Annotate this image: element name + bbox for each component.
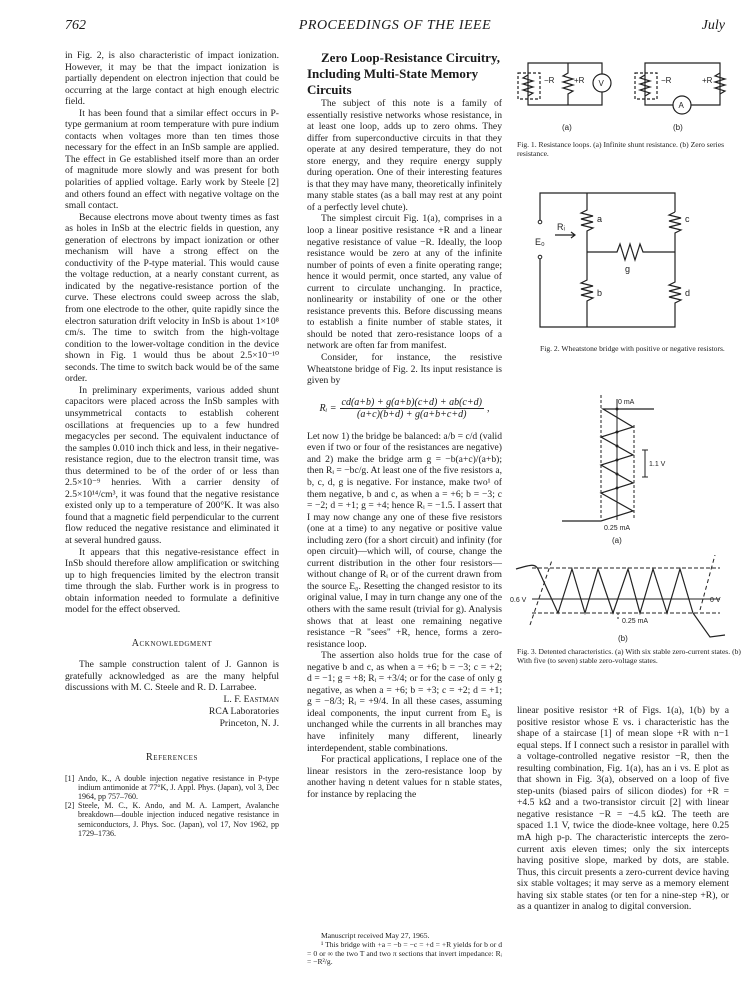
reference-text: Ando, K., A double injection negative resistance in P-type indium antimonide at 77°K, J. Appl. Phys. (Japan), vol 3, Dec 1964, pp 757–760.	[78, 773, 279, 801]
author-name: L. F. Eastman	[223, 693, 279, 705]
label-g: g	[625, 264, 631, 274]
fig3b-characteristic-curve	[516, 565, 725, 637]
fig1b-sublabel: (b)	[673, 123, 683, 132]
fig2-terminal-top	[538, 220, 542, 224]
paragraph: The subject of this note is a family of essentially resistive networks whose resistance, in at least one loop, adds up to zero ohms. They differ from superconductive circuits in that they operate at any desired temperature, they do not store energy, and they require energy supply during operation. One of their interesting features is that they may have many, theoretically infinitely many stable states (as a ball may rest at any point of a perfectly level chute).	[307, 98, 502, 213]
paragraph: linear positive resistor +R of Figs. 1(a), 1(b) by a positive resistor whose E vs. i characteristic has the shape of a staircase [1] of mean slope +R with n−1 equal steps. If I connect such a resistor in parallel with a voltage-controlled negative resistor −R, then the resulting combination, Fig. 1(a), has an i vs. E plot as that shown in Fig. 3(a), observed on a loop of five step-units (biased pairs of silicon diodes) for +R = +4.5 kΩ and a two-transistor circuit [2] with linear negative resistance −R = −4.5 kΩ. The teeth are spaced 1.1 V, twice the diode-knee voltage, here 0.25 mA high p-p. The characteristic intercepts the zero-current axis eleven times; only the six intercepts having positive slope, marked by dots, are stable. Thus, this circuit presents a zero-current device having six stable voltages; it may serve as a memory element having six stable states (or ten for a nine-step +R), or as a quantizer in analog to digital conversion.	[517, 705, 729, 913]
current-arrow-icon	[555, 232, 575, 238]
fig3-caption-text: Detented characteristics. (a) With six stable zero-current states. (b) With five (to seven) stable zero-voltage states.	[517, 647, 741, 665]
running-header	[65, 18, 725, 38]
fig1b-label-pos-r: +R	[702, 76, 713, 85]
equation-denominator: (a+c)(b+d) + g(a+b+c+d)	[357, 409, 467, 421]
column-middle	[307, 50, 502, 800]
paragraph: For practical applications, I replace one of the linear resistors in the zero-resistance loop by another having n detent values for n stable states, for instance by replacing the	[307, 754, 502, 800]
label-ri: Rᵢ	[557, 222, 565, 232]
resistor-a-symbol	[581, 193, 593, 250]
equation-lhs: Rᵢ =	[319, 402, 337, 414]
resistor-b-symbol	[581, 250, 593, 327]
figure-3-caption	[517, 648, 742, 665]
issue-month: July	[701, 18, 725, 33]
figure-1-diagram	[510, 55, 750, 135]
equation-numerator: cd(a+b) + g(a+b)(c+d) + ab(c+d)	[341, 396, 482, 408]
label-d: d	[685, 288, 691, 298]
fig3a-label-top: 0 mA	[618, 399, 635, 406]
reference-number: [2]	[65, 801, 75, 811]
fig3a-characteristic-curve	[562, 409, 654, 521]
fig2-bottom-wire	[540, 257, 675, 327]
figure-3a-plot	[560, 395, 680, 545]
paragraph: in Fig. 2, is also characteristic of impact ionization. However, it may be that the impact ionization is partially dependent on electron injection that could be occurring at the large contact at high enough electric field.	[65, 50, 279, 108]
fig3b-label-bottom: 0.25 mA	[622, 618, 649, 625]
reference-list	[65, 774, 279, 838]
label-b: b	[597, 288, 603, 298]
paragraph: Let now 1) the bridge be balanced: a/b = c/d (valid even if two or four of the resistances are negative) and 2) make the bridge arm g = −b(a+c)/(a+b); then Rᵢ = −bc/g. At least one of the five resistors a, b, c, d, g is negative. For instance, make two¹ of them negative, b and c, as when a = +6; b = −3; c = −2; d = +1; g = +4; hence Rᵢ = −1.5. I assert that I may now change any one of these five resistors (one at a time) to any negative or positive value including zero (for a short circuit) and infinity (for open circuit)—which will, of course, change the current distribution in the other four resistors—without change of Rᵢ or of the current drawn from the source E₀. Resetting the changed resistor to its original value, I may in turn change any one of the others with the same result (trivial for g). Analysis shows that at least one remaining negative resistance −R "sees" +R, hence, forms a zero-resistance loop.	[307, 430, 502, 650]
reference-number: [1]	[65, 773, 75, 783]
fig1a-label-neg-r: −R	[544, 76, 555, 85]
article-title: Zero Loop-Resistance Circuitry, Including Multi-State Memory Circuits	[307, 50, 500, 97]
paragraph: It appears that this negative-resistance effect in InSb should therefore allow amplification or switching up to high frequencies limited by the electron transit time through the slab. Further work is in progress to obtain information needed to formulate a definitive model for the effect observed.	[65, 546, 279, 616]
fig3-caption-lead: Fig. 3.	[517, 647, 537, 656]
paragraph: The simplest circuit Fig. 1(a), comprises in a loop a linear positive resistance +R and a linear negative resistance of value −R. Ideally, the loop resistance would be zero at any of the infinite number of points of even a finite operating range; hence it would permit, once started, any value of current to circulate unchanging. In practice, nonlinearity or instability of one or the other resistance prevents this. Before discussing means to establish a finite number of stable states, it should be noted that zero-resistance loops of a network are often far from manifest.	[307, 213, 502, 352]
equation-tail: ,	[486, 402, 490, 414]
resistor-d-symbol	[669, 255, 681, 308]
fig3a-label-volt: 1.1 V	[649, 461, 666, 468]
paragraph: The assertion also holds true for the case of negative b and c, as when a = +6; b = −3; c = +2; d = −1; g = +8; Rᵢ = +3/4; or for the case of only g negative, as when a = +6; b = +3; c = +2; d = +1; g = −8/3; Rᵢ = +9/4. In all these cases, assuming ideal components, the input current from E₀ is unchanged while the currents in all branches may have infinitely many different, linearly interdependent, stable combinations.	[307, 650, 502, 754]
figure-3b-plot	[510, 555, 745, 645]
figure-2-caption	[540, 345, 740, 354]
label-e0: E₀	[535, 237, 545, 247]
fig1b-label-neg-r: −R	[661, 76, 672, 85]
paragraph: In preliminary experiments, various added shunt capacitors were placed across the InSb samples with unsymmetrical contacts to establish coherent oscillations at frequencies up to a few hundred megacycles per second. The equivalent inductance of the samples 0.010 inch thick and less, in their negative-resistance region, due to the electron transit time, was thus determined to be of the order of or less than 2.5×10⁻⁹ henries. With a carrier density of 2.5×10¹⁴/cm³, it was found that the negative resistance existed only up to a temperature of 200°K. It was also found that a magnetic field perpendicular to the current flow reduced the negative resistance and eliminated it at several hundred gauss.	[65, 384, 279, 546]
acknowledgment-text: The sample construction talent of J. Gannon is gratefully acknowledged as are the many helpful discussions with M. C. Steele and R. D. Larrabee.	[65, 659, 279, 694]
fig1a-loop-wire	[528, 63, 602, 105]
paragraph: Because electrons move about twenty times as fast as holes in InSb at the electric fields in question, any generation of electrons by impact ionization or other mechanism will have a strong effect on the conductivity of the P-type material. This would cause the voltage reduction, at a nearly constant current, as indicated by the negative-resistance portion of the curve. These electrons could sweep across the slab, from one electrode to the other, quite rapidly since the electron saturation drift velocity in InSb is about 1×10⁸ cm/s. The time to switch from the high-voltage condition to the lower-voltage condition in the device shown in Fig. 1 would thus be about 2.5×10⁻¹⁰ seconds. The time to switch back would be of the same order.	[65, 211, 279, 385]
footnote-1: ¹ This bridge with +a = −b = −c = +d = +R yields for b or d = 0 or ∞ the two T and two π sections that invert impedance: Rᵢ = −R²/g.	[307, 939, 502, 967]
resistor-g-symbol	[587, 244, 675, 260]
label-a: a	[597, 214, 603, 224]
reference-item	[65, 801, 279, 838]
fig1a-label-pos-r: +R	[574, 76, 585, 85]
ammeter-label: A	[678, 101, 684, 110]
voltmeter-label: V	[598, 79, 604, 88]
acknowledgment-heading: Acknowledgment	[131, 637, 213, 649]
author-affiliation: RCA Laboratories	[208, 705, 279, 717]
figure-1-caption	[517, 141, 747, 158]
fig3b-label-right: 0 V	[710, 597, 721, 604]
paragraph: It has been found that a similar effect occurs in P-type germanium at room temperature with pure indium contacts when voltages more than ten times those necessary for the effect in an InSb sample are applied. The effect in Ge established itself more than an order of magnitude more slowly and was present for both polarities of applied voltage. Early work by Steele [2] and others found an effect with negative voltage on the small contact.	[65, 107, 279, 212]
paragraph: Consider, for instance, the resistive Wheatstone bridge of Fig. 2. Its input resistance is given by	[307, 352, 502, 387]
fig1-caption-lead: Fig. 1.	[517, 140, 537, 149]
reference-item	[65, 774, 279, 802]
column-left	[65, 50, 279, 838]
fig2-caption-text: Wheatstone bridge with positive or negative resistors.	[561, 344, 725, 353]
resistor-c-symbol	[669, 212, 681, 255]
fig3a-voltage-bracket	[642, 450, 648, 477]
page-number: 762	[65, 18, 86, 33]
author-signature	[65, 694, 279, 730]
fig3a-sublabel: (a)	[612, 536, 622, 545]
fig2-caption-lead: Fig. 2.	[540, 344, 560, 353]
fig1a-sublabel: (a)	[562, 123, 572, 132]
fig3b-sublabel: (b)	[618, 634, 628, 643]
fig1a-pos-resistor-symbol	[563, 63, 573, 105]
fig1-caption-text: Resistance loops. (a) Infinite shunt resistance. (b) Zero series resistance.	[517, 140, 725, 158]
fig3a-label-bottom: 0.25 mA	[604, 525, 631, 532]
references-heading: References	[146, 751, 198, 763]
footnotes	[307, 932, 502, 967]
fig3b-label-left: 0.6 V	[510, 597, 527, 604]
input-resistance-equation	[307, 397, 502, 421]
author-location: Princeton, N. J.	[219, 717, 279, 729]
manuscript-received: Manuscript received May 27, 1965.	[321, 931, 430, 940]
journal-title: PROCEEDINGS OF THE IEEE	[298, 18, 492, 33]
reference-text: Steele, M. C., K. Ando, and M. A. Lampert, Avalanche breakdown—double injection induced negative resistance in semiconductors, J. Phys. Soc. (Japan), vol 17, Nov 1962, pp 1729–1736.	[78, 801, 279, 838]
fig2-top-wire	[540, 193, 675, 222]
label-c: c	[685, 214, 690, 224]
fig2-terminal-bottom	[538, 255, 542, 259]
column-right	[517, 705, 729, 913]
figure-2-diagram	[535, 190, 695, 335]
equation-fraction	[340, 397, 484, 421]
